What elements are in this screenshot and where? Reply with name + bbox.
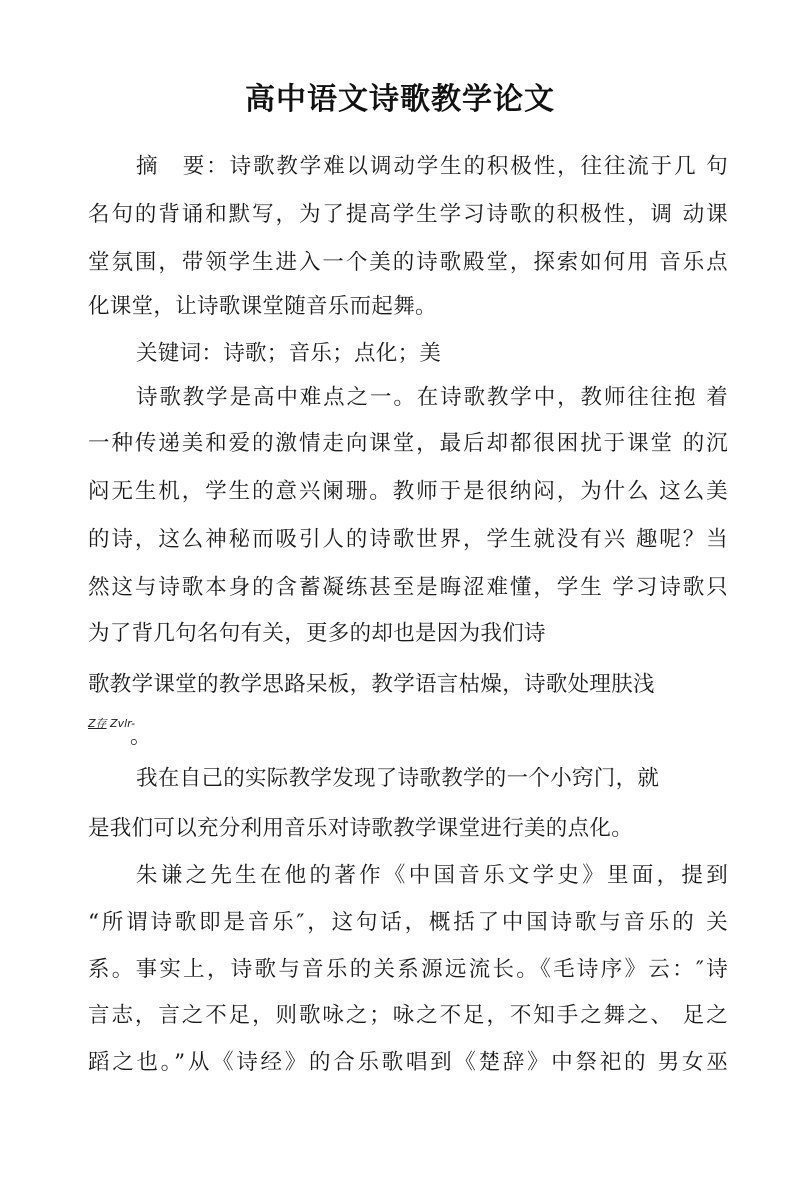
keywords-line: 关键词：诗歌；音乐；点化；美	[136, 341, 442, 366]
paragraph-2-line-1: 我在自己的实际教学发现了诗歌教学的一个小窍门，就	[136, 766, 660, 791]
abstract-line-1: 摘 要：诗歌教学难以调动学生的积极性，往往流于几 句	[136, 154, 728, 179]
paragraph-1-line-6: 为了背几句名句有关，更多的却也是因为我们诗	[88, 621, 546, 646]
trailing-period: 。	[130, 724, 151, 748]
paragraph-1-line-4: 的诗，这么神秘而吸引人的诗歌世界，学生就没有兴 趣呢？当	[88, 527, 728, 552]
garbled-note-suffix: Zvlr-	[106, 717, 136, 730]
paragraph-1-line-3: 闷无生机，学生的意兴阑珊。教师于是很纳闷，为什么 这么美	[88, 479, 728, 504]
paragraph-1-line-5: 然这与诗歌本身的含蓄凝练甚至是晦涩难懂，学生 学习诗歌只	[88, 575, 728, 600]
abstract-line-3: 堂氛围，带领学生进入一个美的诗歌殿堂，探索如何用 音乐点	[88, 250, 728, 275]
garbled-note	[88, 715, 135, 731]
paragraph-1-line-2: 一种传递美和爱的激情走向课堂，最后却都很困扰于课堂 的沉	[88, 431, 728, 456]
abstract-line-2: 名句的背诵和默写，为了提高学生学习诗歌的积极性，调 动课	[88, 202, 728, 227]
document-title: 高中语文诗歌教学论文	[245, 82, 555, 117]
paragraph-3-line-4: 言志，言之不足，则歌咏之；咏之不足，不知手之舞之、 足之	[88, 1003, 728, 1028]
paragraph-3-line-3: 系。事实上，诗歌与音乐的关系源远流长。《毛诗序》云：″诗	[88, 957, 728, 982]
paragraph-3-line-2: “所谓诗歌即是音乐″，这句话，概括了中国诗歌与音乐的 关	[88, 910, 728, 935]
paragraph-1-line-7: 歌教学课堂的教学思路呆板，教学语言枯燥，诗歌处理肤浅	[88, 672, 655, 697]
paragraph-3-line-5: 蹈之也。”从《诗经》的合乐歌唱到《楚辞》中祭祀的 男女巫	[88, 1050, 728, 1075]
abstract-line-4: 化课堂，让诗歌课堂随音乐而起舞。	[88, 294, 437, 319]
paragraph-1-line-1: 诗歌教学是高中难点之一。在诗歌教学中，教师往往抱 着	[136, 385, 728, 410]
paragraph-2-line-2: 是我们可以充分利用音乐对诗歌教学课堂进行美的点化。	[88, 816, 634, 841]
garbled-note-prefix: Z存	[88, 717, 107, 730]
paragraph-3-line-1: 朱谦之先生在他的著作《中国音乐文学史》里面，提到	[136, 863, 728, 888]
